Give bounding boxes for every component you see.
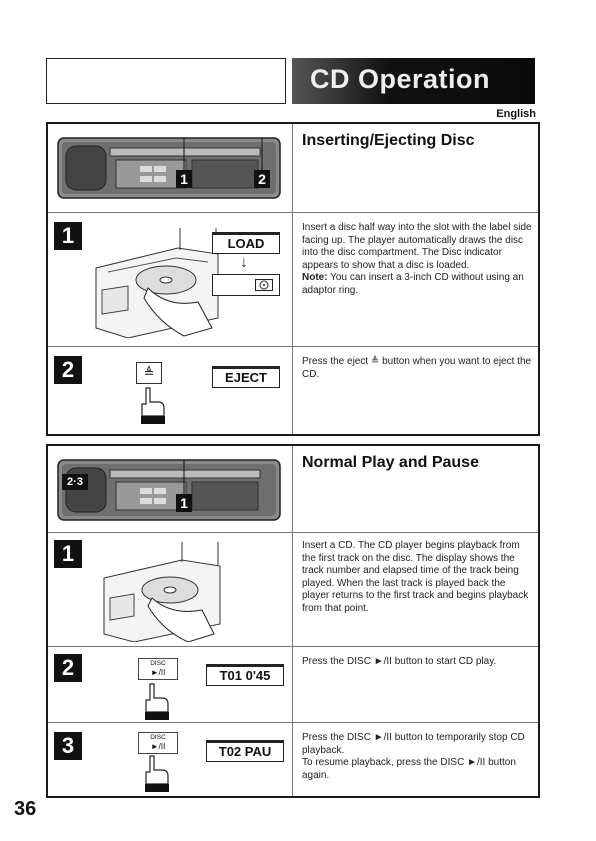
- column-divider: [292, 446, 293, 796]
- disc-button-label: DISC: [150, 734, 166, 741]
- display-track-time: T01 0'45: [206, 664, 284, 686]
- step-badge-1: 1: [54, 540, 82, 568]
- page-number: 36: [14, 798, 37, 820]
- step2-description: Press the eject ≜ button when you want to eject the CD.: [302, 356, 532, 380]
- callout-1: 1: [176, 170, 192, 188]
- column-divider: [292, 124, 293, 434]
- down-arrow-icon: ↓: [240, 254, 248, 271]
- display-disc-indicator: [212, 274, 280, 296]
- step-badge-3: 3: [54, 732, 82, 760]
- step3-resume-text: To resume playback, press the DISC ►/II button again.: [302, 757, 516, 781]
- callout-2: 2: [254, 170, 270, 188]
- row-divider: [48, 212, 538, 213]
- display-load: LOAD: [212, 232, 280, 254]
- pressing-finger-icon: [142, 682, 172, 722]
- play-pause-icon: ►/II: [150, 668, 166, 677]
- language-label: English: [496, 108, 536, 120]
- section-inserting-ejecting: [46, 122, 540, 436]
- disc-indicator-icon: [255, 279, 273, 291]
- disc-play-pause-button-illustration: [138, 658, 178, 680]
- step2-description: Press the DISC ►/II button to start CD play.: [302, 656, 497, 667]
- section-title: Normal Play and Pause: [302, 454, 479, 471]
- page-title: CD Operation: [310, 64, 491, 94]
- header-blank-box: [46, 58, 286, 104]
- row-divider: [48, 532, 538, 533]
- step1-text: Insert a disc half way into the slot with the label side facing up. The player automatically draws the disc into the disc compartment. The Disc indicator appears to show that a disc is loaded.: [302, 222, 532, 271]
- car-stereo-faceplate-illustration: [56, 454, 284, 524]
- eject-button-illustration: [136, 362, 162, 384]
- disc-insert-illustration: [98, 542, 228, 642]
- step1-description: Insert a CD. The CD player begins playback from the first track on the disc. The display shows the track number and elapsed time of the track being played. When the last track is played back the player returns to the first track and begins playback from that point.: [302, 540, 529, 614]
- step-badge-2: 2: [54, 356, 82, 384]
- disc-insert-illustration: [88, 228, 228, 338]
- display-track-pause: T02 PAU: [206, 740, 284, 762]
- play-pause-icon: ►/II: [150, 742, 166, 751]
- step-badge-1: 1: [54, 222, 82, 250]
- disc-button-label: DISC: [150, 660, 166, 667]
- section-title: Inserting/Ejecting Disc: [302, 132, 475, 149]
- pressing-finger-icon: [138, 386, 168, 426]
- disc-play-pause-button-illustration: [138, 732, 178, 754]
- callout-2-3: 2·3: [62, 474, 88, 490]
- car-stereo-faceplate-illustration: [56, 134, 284, 202]
- eject-icon: ≜: [143, 365, 155, 380]
- step3-description: [302, 732, 534, 782]
- section-normal-play-pause: [46, 444, 540, 798]
- note-text: You can insert a 3-inch CD without using an adaptor ring.: [302, 272, 524, 296]
- display-eject: EJECT: [212, 366, 280, 388]
- step1-description: [302, 222, 534, 297]
- row-divider: [48, 646, 538, 647]
- callout-1: 1: [176, 494, 192, 512]
- row-divider: [48, 346, 538, 347]
- pressing-finger-icon: [142, 754, 172, 794]
- row-divider: [48, 722, 538, 723]
- step3-text: Press the DISC ►/II button to temporarily stop CD playback.: [302, 732, 525, 756]
- step-badge-2: 2: [54, 654, 82, 682]
- note-label: Note:: [302, 272, 328, 283]
